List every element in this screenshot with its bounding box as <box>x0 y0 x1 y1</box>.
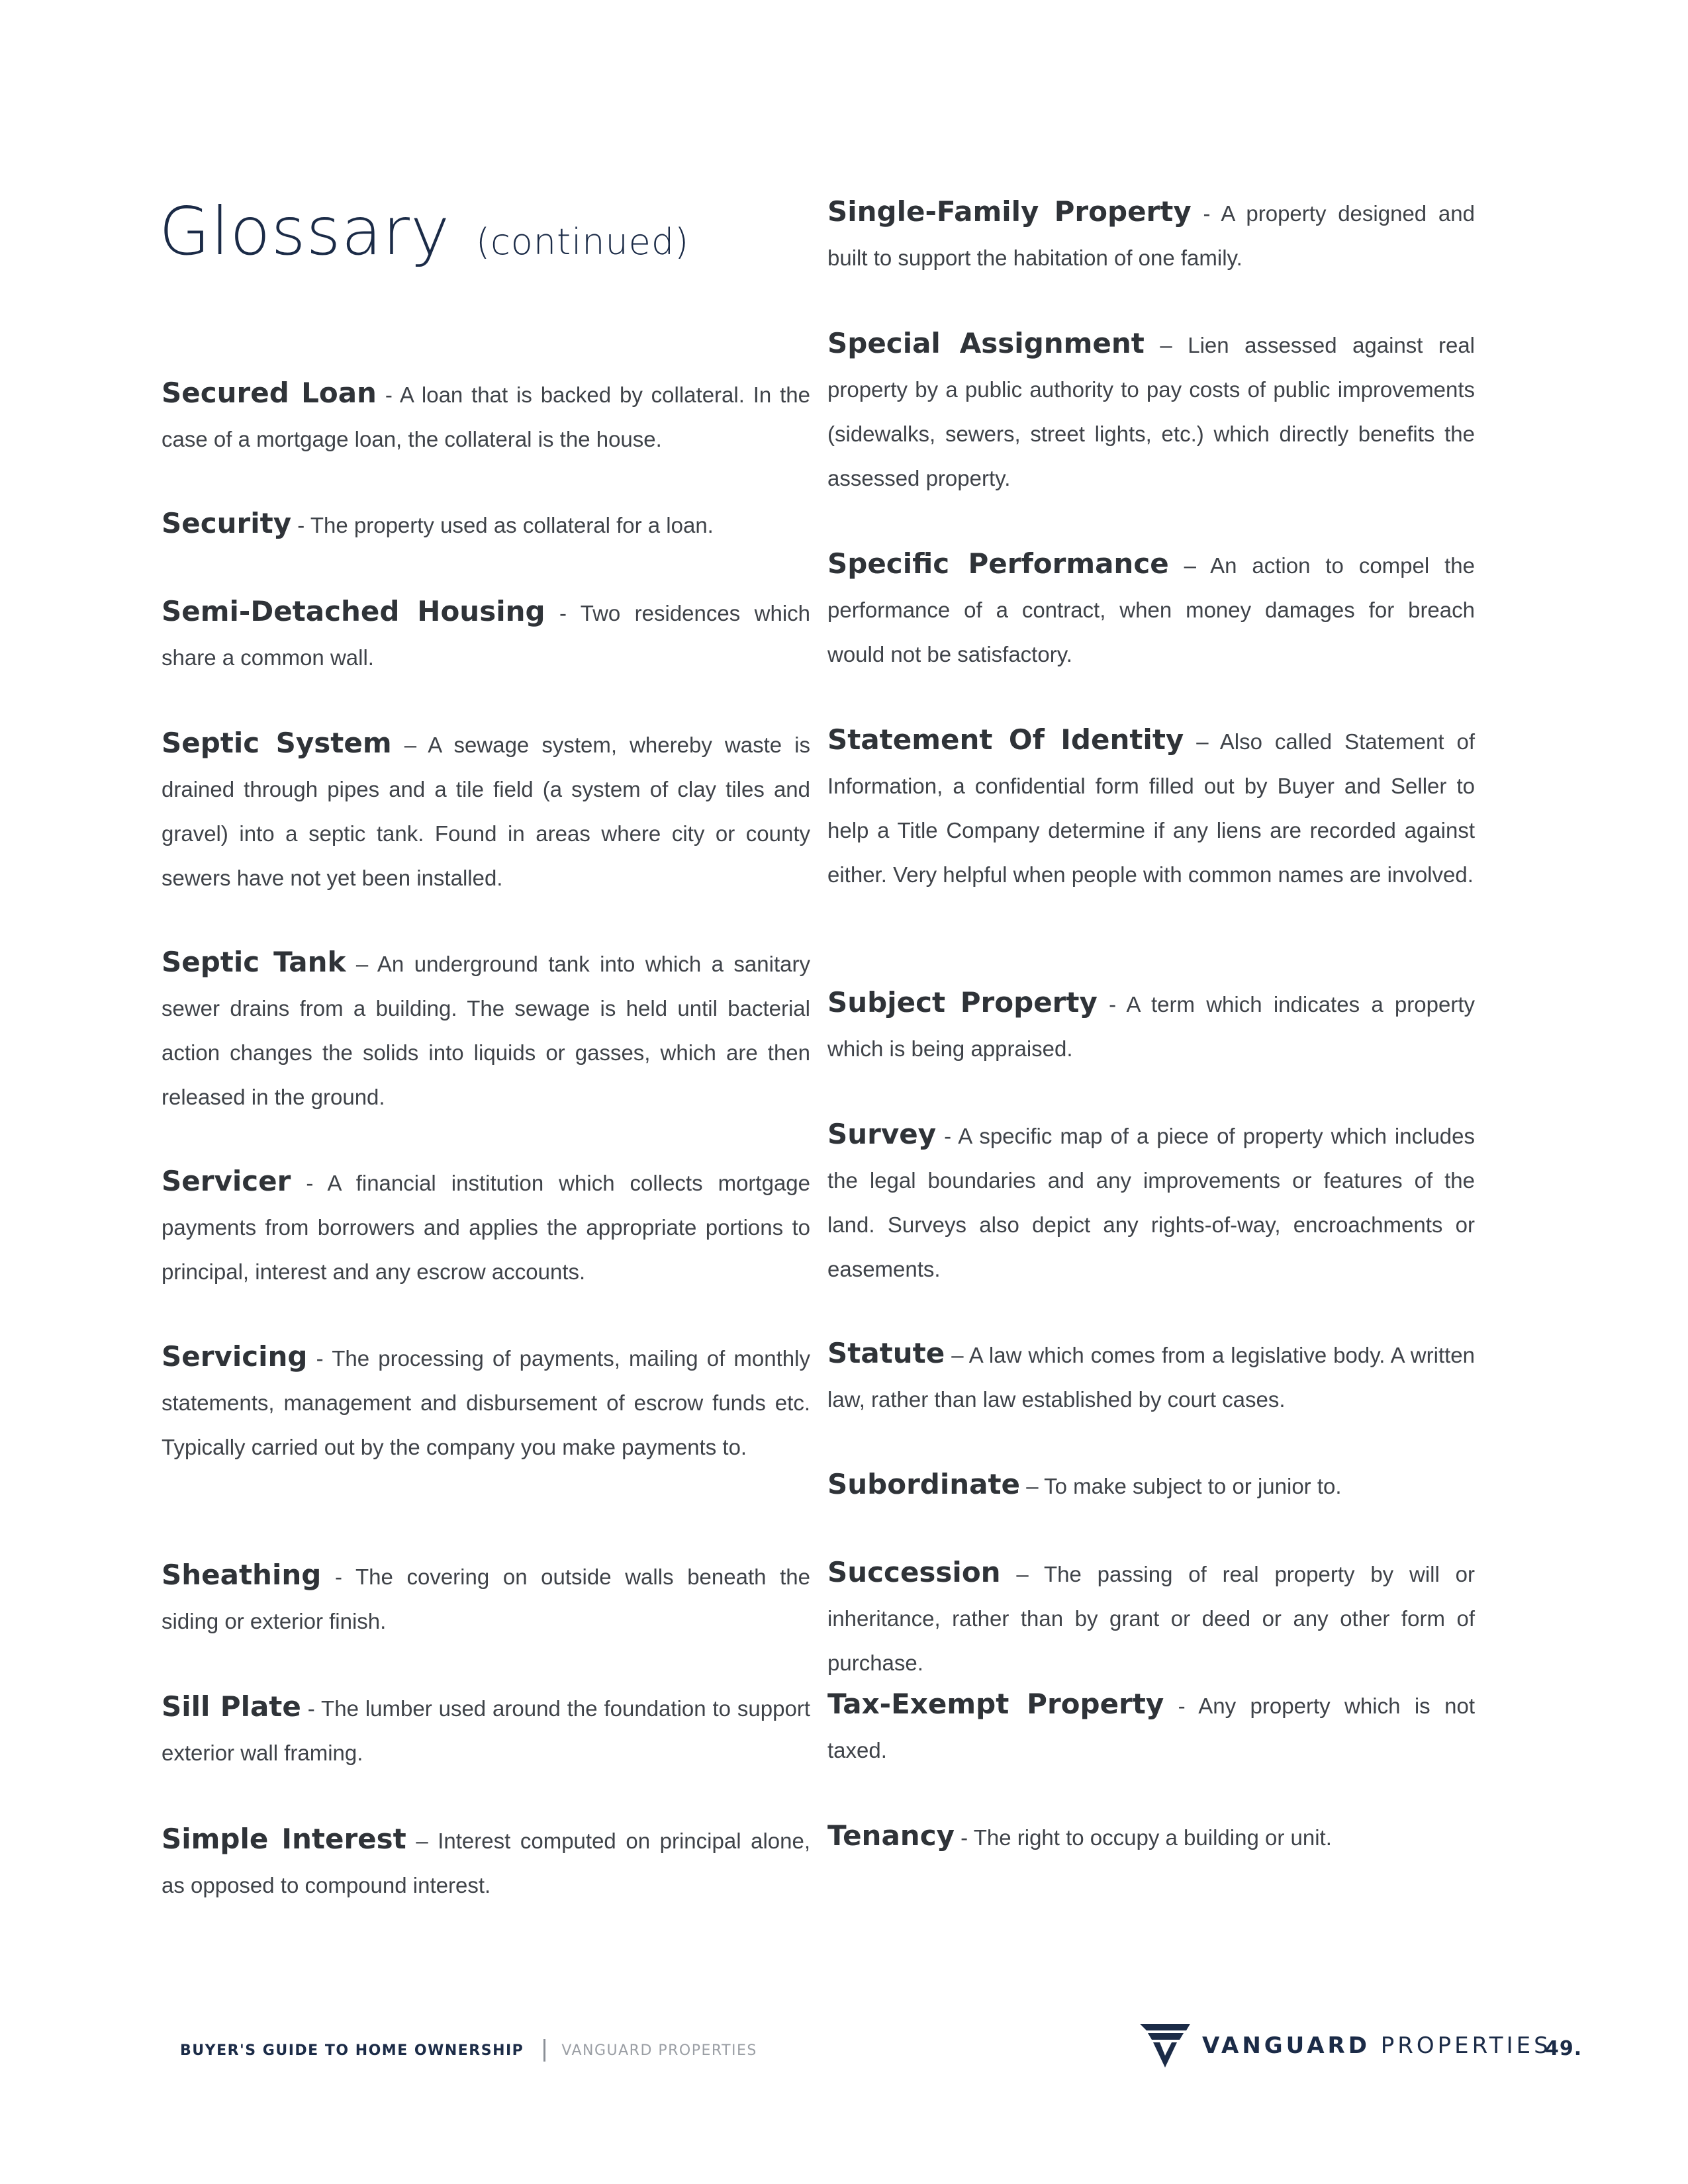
glossary-entry-septic-tank <box>162 940 810 1119</box>
glossary-term: Security <box>162 507 292 539</box>
glossary-definition: – Also called Statement of Information, a confidential form filled out by Buyer and Seller to help a Title Company determine if any liens are recorded against either. Very helpful when people with common names are involved. <box>827 729 1475 887</box>
glossary-term: Special Assignment <box>827 327 1145 359</box>
glossary-term: Subordinate <box>827 1468 1021 1500</box>
glossary-term: Specific Performance <box>827 547 1169 580</box>
glossary-definition: - A property designed and built to support the habitation of one family. <box>827 201 1475 270</box>
glossary-term: Succession <box>827 1556 1001 1588</box>
page-subtitle: (continued) <box>476 221 690 263</box>
glossary-definition: - A financial institution which collects mortgage payments from borrowers and applies the appropriate portions to principal, interest and any escrow accounts. <box>162 1171 810 1284</box>
glossary-term: Secured Loan <box>162 377 377 409</box>
glossary-entry-specific-performance <box>827 541 1475 676</box>
glossary-entry-special-assignment <box>827 321 1475 500</box>
glossary-definition: – The passing of real property by will or inheritance, rather than by grant or deed or any other form of purchase. <box>827 1562 1475 1675</box>
footer-divider <box>543 2039 545 2062</box>
logo-wordmark-light: PROPERTIES <box>1370 2032 1552 2059</box>
glossary-term: Tenancy <box>827 1819 955 1852</box>
glossary-definition: – A law which comes from a legislative body. A written law, rather than law established by court cases. <box>827 1343 1475 1412</box>
glossary-term: Servicing <box>162 1340 308 1373</box>
glossary-definition: - The processing of payments, mailing of monthly statements, management and disbursement of escrow funds etc. Typically carried out by the company you make payments to. <box>162 1346 810 1459</box>
glossary-term: Sheathing <box>162 1559 322 1591</box>
glossary-entry-septic-system <box>162 721 810 900</box>
page-title <box>159 193 690 270</box>
glossary-entry-succession <box>827 1550 1475 1685</box>
glossary-entry-single-family-property <box>827 189 1475 280</box>
glossary-entry-simple-interest <box>162 1817 810 1907</box>
logo-wordmark <box>1202 2032 1552 2059</box>
glossary-definition: – An underground tank into which a sanitary sewer drains from a building. The sewage is held until bacterial action changes the solids into liquids or gasses, which are then released in the ground. <box>162 952 810 1109</box>
glossary-term: Statement Of Identity <box>827 723 1184 756</box>
glossary-term: Septic System <box>162 727 392 759</box>
glossary-definition: - A loan that is backed by collateral. In the case of a mortgage loan, the collateral is the house. <box>162 383 811 451</box>
glossary-entry-tax-exempt-property <box>827 1682 1475 1772</box>
glossary-entry-secured-loan <box>162 371 810 461</box>
glossary-entry-subordinate <box>827 1462 1475 1508</box>
vanguard-logo <box>1140 2024 1552 2068</box>
glossary-definition: - The covering on outside walls beneath the siding or exterior finish. <box>162 1565 810 1633</box>
glossary-definition: – An action to compel the performance of a contract, when money damages for breach would not be satisfactory. <box>827 553 1476 666</box>
glossary-definition: - Two residences which share a common wall. <box>162 601 811 670</box>
glossary-term: Sill Plate <box>162 1690 301 1723</box>
glossary-entry-servicer <box>162 1159 810 1294</box>
glossary-entry-tenancy <box>827 1813 1475 1860</box>
glossary-term: Semi-Detached Housing <box>162 595 545 627</box>
glossary-entry-servicing <box>162 1334 810 1469</box>
footer-company-name: VANGUARD PROPERTIES <box>561 2042 757 2059</box>
glossary-term: Subject Property <box>827 986 1098 1019</box>
glossary-entry-statute <box>827 1331 1475 1422</box>
glossary-definition: - The lumber used around the foundation to support exterior wall framing. <box>162 1696 810 1765</box>
page-footer <box>180 2039 757 2062</box>
glossary-term: Septic Tank <box>162 946 346 978</box>
vanguard-logo-icon <box>1140 2024 1190 2068</box>
glossary-definition: – A sewage system, whereby waste is drained through pipes and a tile field (a system of clay tiles and gravel) into a septic tank. Found in areas where city or county sewers have not yet been installed. <box>162 733 810 890</box>
glossary-entry-statement-of-identity <box>827 717 1475 897</box>
glossary-term: Single-Family Property <box>827 195 1192 228</box>
glossary-entry-security <box>162 501 810 547</box>
glossary-entry-sill-plate <box>162 1684 810 1775</box>
glossary-definition: – Lien assessed against real property by a public authority to pay costs of public improvements (sidewalks, sewers, street lights, etc.) which directly benefits the assessed property. <box>827 333 1476 490</box>
glossary-entry-subject-property <box>827 980 1475 1071</box>
glossary-definition: - The property used as collateral for a loan. <box>291 513 714 537</box>
glossary-definition: – Interest computed on principal alone, as opposed to compound interest. <box>162 1829 811 1897</box>
glossary-term: Simple Interest <box>162 1823 406 1855</box>
glossary-term: Tax-Exempt Property <box>827 1688 1164 1720</box>
glossary-entry-sheathing <box>162 1553 810 1643</box>
glossary-term: Servicer <box>162 1165 291 1197</box>
page-number: 49. <box>1545 2037 1583 2060</box>
page-title-text: Glossary <box>159 193 451 270</box>
glossary-definition: - The right to occupy a building or unit. <box>954 1825 1332 1850</box>
glossary-definition: - A specific map of a piece of property which includes the legal boundaries and any improvements or features of the land. Surveys also depict any rights-of-way, encroachments or easements. <box>827 1124 1475 1281</box>
glossary-term: Survey <box>827 1118 937 1150</box>
glossary-entry-survey <box>827 1112 1475 1291</box>
glossary-definition: - A term which indicates a property which is being appraised. <box>827 992 1475 1061</box>
glossary-term: Statute <box>827 1337 945 1369</box>
footer-guide-title: BUYER'S GUIDE TO HOME OWNERSHIP <box>180 2042 524 2059</box>
glossary-definition: – To make subject to or junior to. <box>1020 1474 1342 1498</box>
logo-wordmark-strong: VANGUARD <box>1202 2032 1370 2059</box>
glossary-definition: - Any property which is not taxed. <box>827 1694 1475 1762</box>
glossary-entry-semi-detached-housing <box>162 589 810 680</box>
